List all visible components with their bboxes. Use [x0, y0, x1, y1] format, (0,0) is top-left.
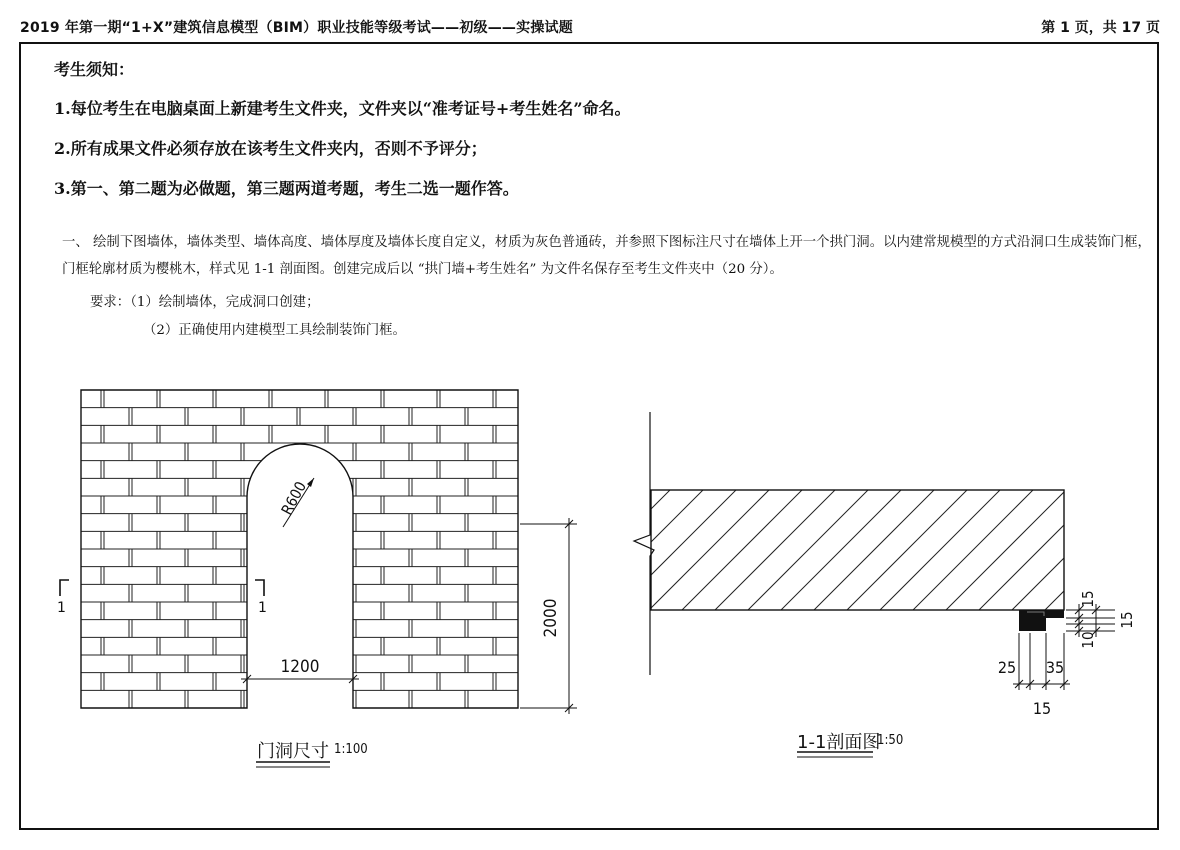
dim-15-bottom: 15: [1032, 699, 1052, 718]
notice-title: 考生须知：: [54, 60, 135, 79]
door-scale: 1:100: [334, 742, 368, 757]
section-mark-left: [60, 580, 69, 596]
wall-section: [651, 490, 1064, 610]
notice-item-3: 3.第一、第二题为必做题，第三题两道考题，考生二选一题作答。: [54, 179, 519, 198]
question-text: 一、 绘制下图墙体，墙体类型、墙体高度、墙体厚度及墙体长度自定义，材质为灰色普通砖，并参照下图标注尺寸在墙体上开一个拱门洞。以内建常规模型的方式沿洞口生成装饰门框，门框轮廓材质为樱桃木，样式见 1-1 剖面图。创建完成后以 “拱门墙+考生姓名” 为文件名保存至考生文件夹中（20 分）。: [62, 235, 1151, 277]
dim-15-right: 15: [1118, 611, 1136, 629]
requirement-2: （2）正确使用内建模型工具绘制装饰门框。: [143, 323, 406, 338]
dim-15-top: 15: [1079, 590, 1097, 608]
header-title: 2019 年第一期“1+X”建筑信息模型（BIM）职业技能等级考试——初级——实操试题: [20, 20, 573, 36]
notice-item-1: 1.每位考生在电脑桌面上新建考生文件夹，文件夹以“准考证号+考生姓名”命名。: [54, 99, 631, 118]
radius-arrow: [307, 478, 314, 487]
section-scale: 1:50: [877, 733, 904, 748]
notice-item-2: 2.所有成果文件必须存放在该考生文件夹内，否则不予评分；: [54, 139, 487, 158]
section-mark-left-label: 1: [57, 600, 66, 616]
requirement-1: 要求：（1）绘制墙体，完成洞口创建；: [90, 295, 320, 310]
width-label: 1200: [280, 657, 320, 677]
dim-25: 25: [997, 658, 1017, 677]
section-mark-right: [255, 580, 264, 596]
radius-label: R600: [277, 478, 311, 518]
section-mark-right-label: 1: [258, 600, 267, 616]
door-caption: 门洞尺寸: [257, 741, 329, 762]
section-caption: 1-1剖面图: [797, 732, 881, 753]
door-frame-profile: [1019, 610, 1064, 631]
dim-35: 35: [1045, 658, 1065, 677]
page-number: 第 1 页，共 17 页: [1041, 20, 1160, 36]
height-label: 2000: [541, 598, 561, 638]
dim-10: 10: [1079, 631, 1097, 649]
